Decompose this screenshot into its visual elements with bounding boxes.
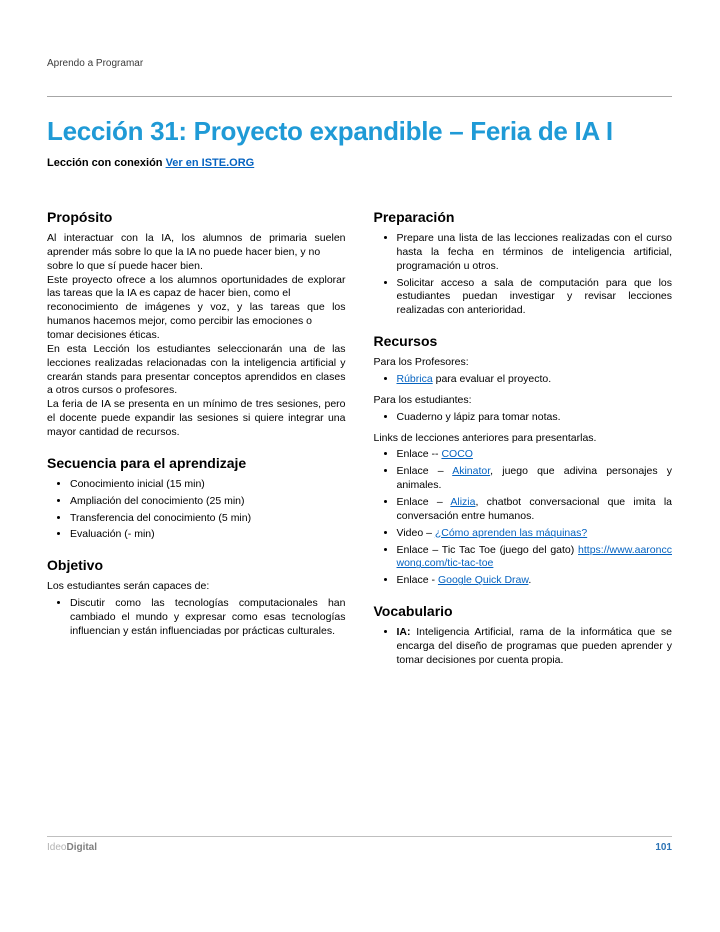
rubrica-link[interactable]: Rúbrica: [396, 373, 433, 386]
vocab-definition: Inteligencia Artificial, rama de la informática que se encarga del diseño de programas que pueden aprender y tomar decisiones por cuenta propia.: [396, 626, 672, 666]
list-item: [397, 527, 673, 541]
list-item: [397, 448, 673, 462]
list-item: [397, 373, 673, 387]
link-item-prefix: Enlace – Tic Tac Toe (juego del gato): [396, 543, 579, 556]
iste-link[interactable]: Ver en ISTE.ORG: [165, 157, 255, 169]
link-item-prefix: Enlace –: [396, 496, 451, 509]
list-item: [397, 496, 673, 524]
list-item: [397, 465, 673, 493]
page-title: Lección 31: Proyecto expandible – Feria de IA I: [47, 116, 613, 146]
two-column-layout: [47, 209, 672, 671]
proposito-paragraph: La feria de IA se presenta en un mínimo de tres sesiones, pero el docente puede expandir las sesiones si quiere integrar una mayor cantidad de recursos.: [47, 398, 346, 439]
teachers-label: Para los Profesores:: [373, 356, 469, 369]
section-vocabulario: [374, 603, 673, 668]
link-item-prefix: Enlace -: [396, 574, 438, 587]
list-item: [397, 544, 673, 572]
recursos-heading: Recursos: [373, 333, 438, 350]
link-item-suffix: , juego que adivina personajes y animales.: [396, 465, 672, 492]
list-item: • Transferencia del conocimiento (5 min): [70, 512, 346, 526]
quickdraw-link[interactable]: Google Quick Draw: [437, 574, 529, 587]
link-item-suffix: .: [528, 574, 532, 587]
list-item: • Cuaderno y lápiz para tomar notas.: [397, 411, 673, 425]
proposito-paragraph: Este proyecto ofrece a los alumnos oportunidades de explorar las tareas que la IA es capaz de hacer bien, como el: [47, 273, 346, 300]
objetivo-list: [47, 597, 346, 639]
document-header: Aprendo a Programar: [47, 58, 144, 69]
proposito-paragraph: sobre lo que sí puede hacer bien.: [47, 259, 203, 272]
secuencia-list: [47, 478, 346, 542]
right-column: [374, 209, 673, 671]
lesson-links-list: [374, 448, 673, 588]
lesson-connection-label: Lección con conexión: [47, 157, 166, 169]
lesson-connection-line: [47, 157, 672, 169]
link-item-prefix: Enlace –: [396, 465, 453, 478]
proposito-body: [47, 232, 346, 440]
header-divider: [47, 96, 672, 97]
left-column: [47, 209, 346, 671]
section-objetivo: [47, 557, 346, 638]
proposito-paragraph: tomar decisiones éticas.: [47, 329, 160, 342]
list-item: • Ampliación del conocimiento (25 min): [70, 495, 346, 509]
vocabulario-heading: Vocabulario: [373, 603, 453, 620]
preparacion-heading: Preparación: [373, 209, 455, 225]
page-number: 101: [655, 842, 672, 853]
students-list: [374, 411, 673, 425]
tictactoe-link[interactable]: https://www.aaronccwong.com/tic-tac-toe: [396, 543, 672, 570]
proposito-paragraph: reconocimiento de imágenes y voz, y las tareas que los humanos hacemos mejor, como percibir las emociones o: [47, 301, 346, 328]
akinator-link[interactable]: Akinator: [452, 465, 491, 478]
objetivo-intro: Los estudiantes serán capaces de:: [47, 580, 210, 593]
section-secuencia: [47, 455, 346, 542]
list-item: [397, 574, 673, 588]
list-item: • Solicitar acceso a sala de computación para que los estudiantes puedan investigar y revisar lecciones realizadas con anterioridad.: [397, 277, 673, 319]
link-item-prefix: Enlace --: [396, 448, 442, 461]
teachers-list: [374, 373, 673, 387]
alizia-link[interactable]: Alizia: [450, 496, 476, 509]
list-item: • Evaluación (- min): [70, 528, 346, 542]
brand-light: Ideo: [47, 842, 67, 853]
section-proposito: [47, 209, 346, 440]
coco-link[interactable]: COCO: [441, 448, 473, 461]
links-label: Links de lecciones anteriores para presentarlas.: [373, 431, 597, 444]
proposito-paragraph: En esta Lección los estudiantes seleccionarán una de las lecciones realizadas relacionadas con la inteligencia artificial y crearán stands para presentar conceptos aprendidos en clases a otros cursos o profesores.: [47, 342, 346, 397]
list-item: • Discutir como las tecnologías computacionales han cambiado el mundo y expresar como esas tecnologías influencian y están influenciadas por prácticas culturales.: [70, 597, 346, 639]
link-item-prefix: Video –: [396, 526, 435, 539]
link-item-suffix: para evaluar el proyecto.: [432, 373, 552, 386]
list-item: • Prepare una lista de las lecciones realizadas con el curso hasta la fecha en términos de inteligencia artificial, programación u otros.: [397, 232, 673, 274]
section-preparacion: [374, 209, 673, 318]
secuencia-heading: Secuencia para el aprendizaje: [47, 454, 247, 471]
section-recursos: [374, 333, 673, 588]
preparacion-list: [374, 232, 673, 318]
proposito-paragraph: Al interactuar con la IA, los alumnos de primaria suelen aprender más sobre lo que la IA no puede hacer bien, y no: [47, 232, 346, 258]
students-label: Para los estudiantes:: [373, 393, 472, 406]
objetivo-heading: Objetivo: [47, 557, 104, 574]
list-item: [397, 626, 673, 668]
vocab-term: IA:: [396, 626, 411, 639]
vocabulario-list: [374, 626, 673, 668]
video-maquinas-link[interactable]: ¿Cómo aprenden las máquinas?: [434, 526, 588, 539]
proposito-heading: Propósito: [47, 209, 113, 225]
brand-bold: Digital: [66, 842, 98, 853]
brand-logo: [47, 842, 97, 853]
document-footer: [47, 836, 672, 853]
link-item-suffix: , chatbot conversacional que imita la conversación entre humanos.: [396, 496, 672, 522]
list-item: • Conocimiento inicial (15 min): [70, 478, 346, 492]
